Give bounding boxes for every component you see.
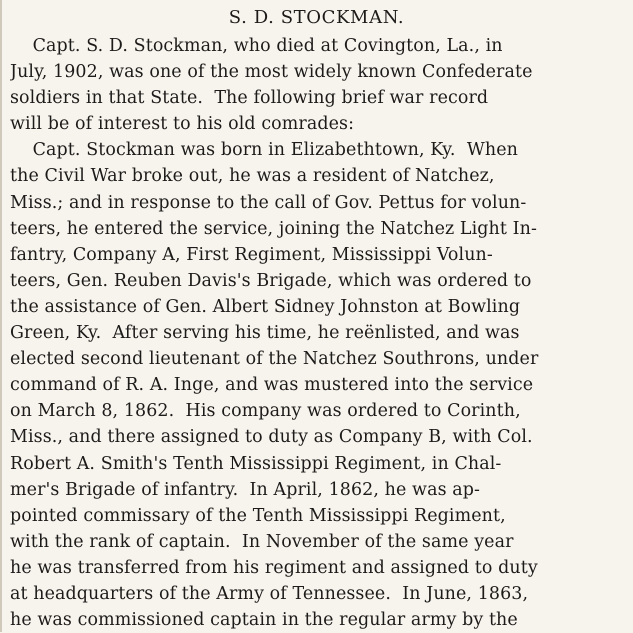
- text-line: the Civil War broke out, he was a resident of Natchez,: [10, 166, 495, 187]
- text-line: Miss.; and in response to the call of Gov. Pettus for volun-: [10, 192, 527, 213]
- page-edge-shadow: [0, 0, 2, 632]
- text-line: soldiers in that State. The following brief war record: [10, 88, 489, 109]
- text-line: with the rank of captain. In November of the same year: [10, 531, 514, 552]
- text-line: he was transferred from his regiment and assigned to duty: [10, 557, 538, 578]
- text-line: Green, Ky. After serving his time, he reënlisted, and was: [10, 323, 520, 344]
- text-line: he was commissioned captain in the regular army by the: [10, 610, 518, 631]
- text-line: Robert A. Smith's Tenth Mississippi Regiment, in Chal-: [10, 453, 502, 474]
- text-line: the assistance of Gen. Albert Sidney Johnston at Bowling: [10, 296, 521, 317]
- text-line: pointed commissary of the Tenth Mississippi Regiment,: [10, 505, 506, 526]
- text-line: Capt. Stockman was born in Elizabethtown, Ky. When: [10, 140, 518, 161]
- text-line: July, 1902, was one of the most widely known Confederate: [10, 62, 533, 83]
- article-body: [10, 33, 630, 633]
- text-line: teers, Gen. Reuben Davis's Brigade, which was ordered to: [10, 270, 532, 291]
- article-title: S. D. STOCKMAN.: [228, 7, 405, 28]
- text-line: on March 8, 1862. His company was ordered to Corinth,: [10, 401, 521, 422]
- text-line: will be of interest to his old comrades:: [10, 114, 355, 135]
- text-line: elected second lieutenant of the Natchez Southrons, under: [10, 349, 539, 370]
- text-line: Capt. S. D. Stockman, who died at Covington, La., in: [10, 36, 503, 56]
- text-line: mer's Brigade of infantry. In April, 1862, he was ap-: [10, 479, 481, 500]
- text-line: fantry, Company A, First Regiment, Mississippi Volun-: [10, 244, 493, 265]
- text-line: at headquarters of the Army of Tennessee. In June, 1863,: [10, 583, 529, 604]
- text-line: command of R. A. Inge, and was mustered into the service: [10, 375, 534, 396]
- text-line: Miss., and there assigned to duty as Company B, with Col.: [10, 427, 533, 448]
- text-line: teers, he entered the service, joining the Natchez Light In-: [10, 218, 537, 239]
